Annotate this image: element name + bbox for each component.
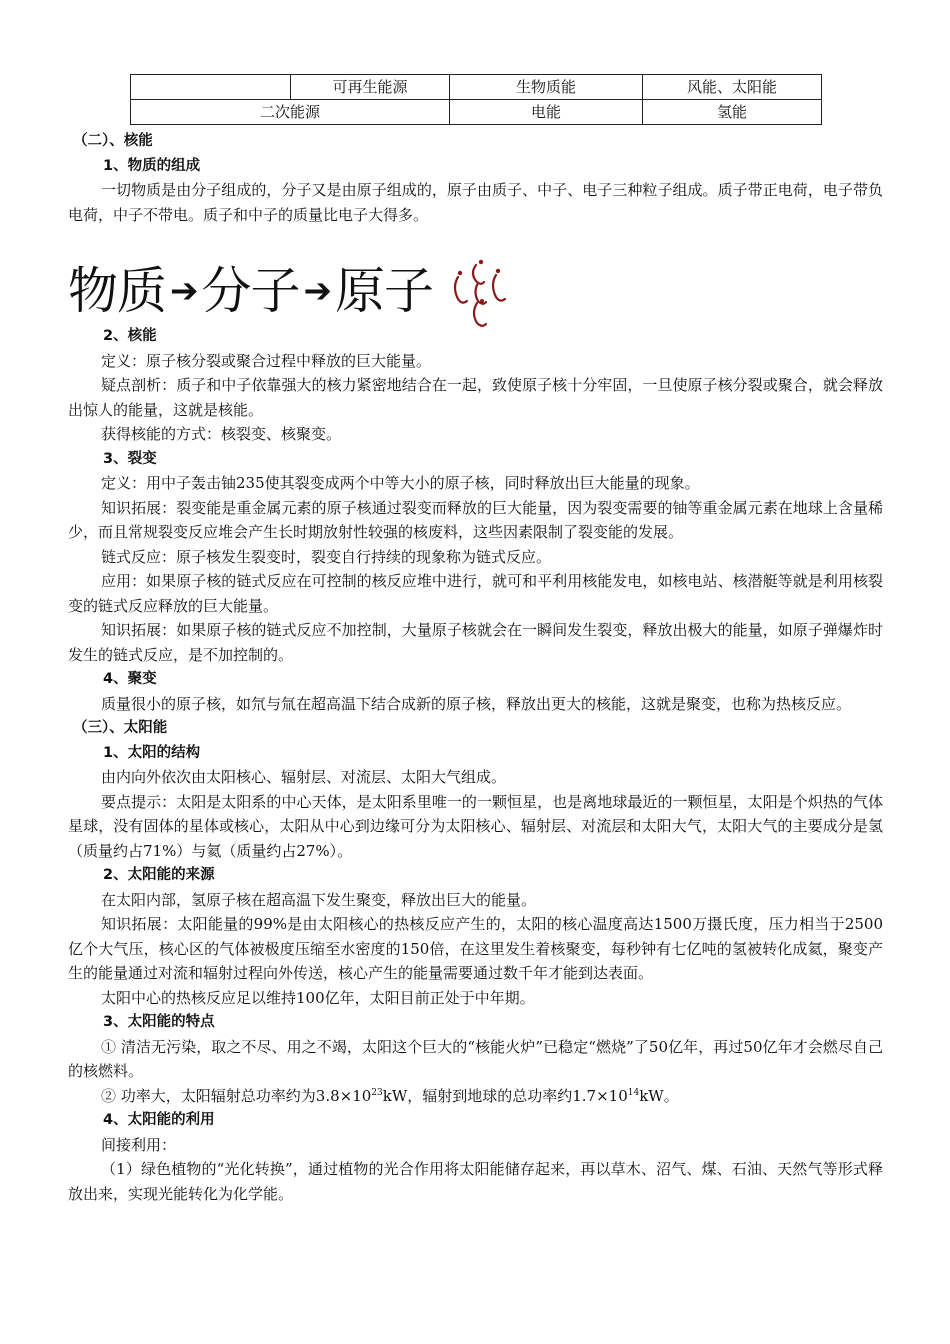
heading-sun-structure: 1、太阳的结构	[103, 744, 201, 761]
text-run: ② 功率大，太阳辐射总功率约为3.8×10	[101, 1086, 372, 1105]
section-title-nuclear: （二）、核能	[73, 133, 153, 149]
main-content	[68, 129, 883, 1206]
arrow-icon: ➔	[303, 271, 331, 311]
paragraph: 获得核能的方式：核裂变、核聚变。	[101, 425, 342, 443]
table-row	[131, 75, 822, 100]
superscript: 23	[371, 1087, 383, 1098]
arrow-icon: ➔	[170, 271, 198, 311]
paragraph: 在太阳内部，氢原子核在超高温下发生聚变，释放出巨大的能量。	[101, 890, 537, 909]
heading-solar-use: 4、太阳能的利用	[103, 1112, 215, 1128]
diagram-word-molecule: 分子	[201, 262, 300, 320]
table-cell: 生物质能	[450, 75, 643, 100]
paragraph: 要点提示：太阳是太阳系的中心天体，是太阳系里唯一的一颗恒星，也是离地球最近的一颗恒星，太阳是个炽热的气体星球，没有固体的星体或核心，太阳从中心到边缘可分为太阳核心、辐射层、对流层和太阳大气，太阳大气的主要成分是氢（质量约占71%）与氦（质量约占27%）。	[68, 792, 883, 860]
paragraph: 间接利用：	[101, 1135, 177, 1154]
paragraph-power	[68, 1084, 883, 1109]
paragraph: 应用：如果原子核的链式反应在可控制的核反应堆中进行，就可和平利用核能发电，如核电站、核潜艇等就是利用核裂变的链式反应释放的巨大能量。	[68, 572, 883, 615]
heading-solar-features: 3、太阳能的特点	[103, 1014, 215, 1030]
paragraph: 链式反应：原子核发生裂变时，裂变自行持续的现象称为链式反应。	[101, 547, 552, 566]
heading-fission: 3、裂变	[103, 450, 157, 467]
paragraph: ① 清洁无污染，取之不尽、用之不竭，太阳这个巨大的“核能火炉”已稳定“燃烧”了50亿年，再过50亿年才会燃尽自己的核燃料。	[68, 1037, 883, 1080]
energy-table	[130, 74, 822, 125]
table-cell	[131, 75, 291, 100]
diagram-word-matter: 物质	[68, 262, 166, 320]
table-cell: 二次能源	[131, 100, 450, 125]
heading-nuclear-energy: 2、核能	[103, 328, 157, 344]
paragraph: 定义：原子核分裂或聚合过程中释放的巨大能量。	[101, 351, 432, 370]
diagram-word-atom: 原子	[335, 262, 433, 320]
text-run: kW。	[639, 1086, 679, 1105]
paragraph: 太阳中心的热核反应足以维持100亿年，太阳目前正处于中年期。	[101, 988, 535, 1007]
section-title-solar: （三）、太阳能	[73, 720, 168, 736]
paragraph: 由内向外依次由太阳核心、辐射层、对流层、太阳大气组成。	[101, 768, 507, 786]
matter-composition-diagram	[68, 227, 883, 324]
paragraph: 知识拓展：如果原子核的链式反应不加控制，大量原子核就会在一瞬间发生裂变，释放出极大的能量，如原子弹爆炸时发生的链式反应，是不加控制的。	[68, 621, 883, 664]
heading-fusion: 4、聚变	[103, 671, 157, 687]
text-run: kW，辐射到地球的总功率约1.7×10	[382, 1086, 628, 1105]
table-row	[131, 100, 822, 125]
paragraph: 质量很小的原子核，如氘与氚在超高温下结合成新的原子核，释放出更大的核能，这就是聚变，也称为热核反应。	[101, 694, 852, 713]
paragraph: 疑点剖析：质子和中子依靠强大的核力紧密地结合在一起，致使原子核十分牢固，一旦使原子核分裂或聚合，就会释放出惊人的能量，这就是核能。	[68, 376, 883, 419]
paragraph: 知识拓展：裂变能是重金属元素的原子核通过裂变而释放的巨大能量，因为裂变需要的铀等重金属元素在地球上含量稀少，而且常规裂变反应堆会产生长时期放射性较强的核废料，这些因素限制了裂变能的发展。	[68, 498, 883, 541]
heading-matter-composition: 1、物质的组成	[103, 157, 201, 174]
heading-solar-source: 2、太阳能的来源	[103, 867, 215, 883]
atom-structure-icon	[448, 233, 510, 349]
paragraph: 知识拓展：太阳能量的99%是由太阳核心的热核反应产生的，太阳的核心温度高达1500万摄氏度，压力相当于2500亿个大气压，核心区的气体被极度压缩至水密度的150倍，在这里发生着核聚变，每秒钟有七亿吨的氢被转化成氦，聚变产生的能量通过对流和辐射过程向外传送，核心产生的能量需要通过数千年才能到达表面。	[68, 915, 883, 982]
table-cell: 电能	[450, 100, 643, 125]
superscript: 14	[627, 1087, 640, 1098]
table-cell: 可再生能源	[291, 75, 450, 100]
table-cell: 风能、太阳能	[643, 75, 822, 100]
paragraph: 一切物质是由分子组成的，分子又是由原子组成的，原子由质子、中子、电子三种粒子组成。质子带正电荷，电子带负电荷，中子不带电。质子和中子的质量比电子大得多。	[68, 181, 883, 224]
paragraph: 定义：用中子轰击铀235使其裂变成两个中等大小的原子核，同时释放出巨大能量的现象。	[101, 474, 700, 492]
paragraph: （1）绿色植物的“光化转换”，通过植物的光合作用将太阳能储存起来，再以草木、沼气、煤、石油、天然气等形式释放出来，实现光能转化为化学能。	[68, 1160, 883, 1203]
table-cell: 氢能	[643, 100, 822, 125]
